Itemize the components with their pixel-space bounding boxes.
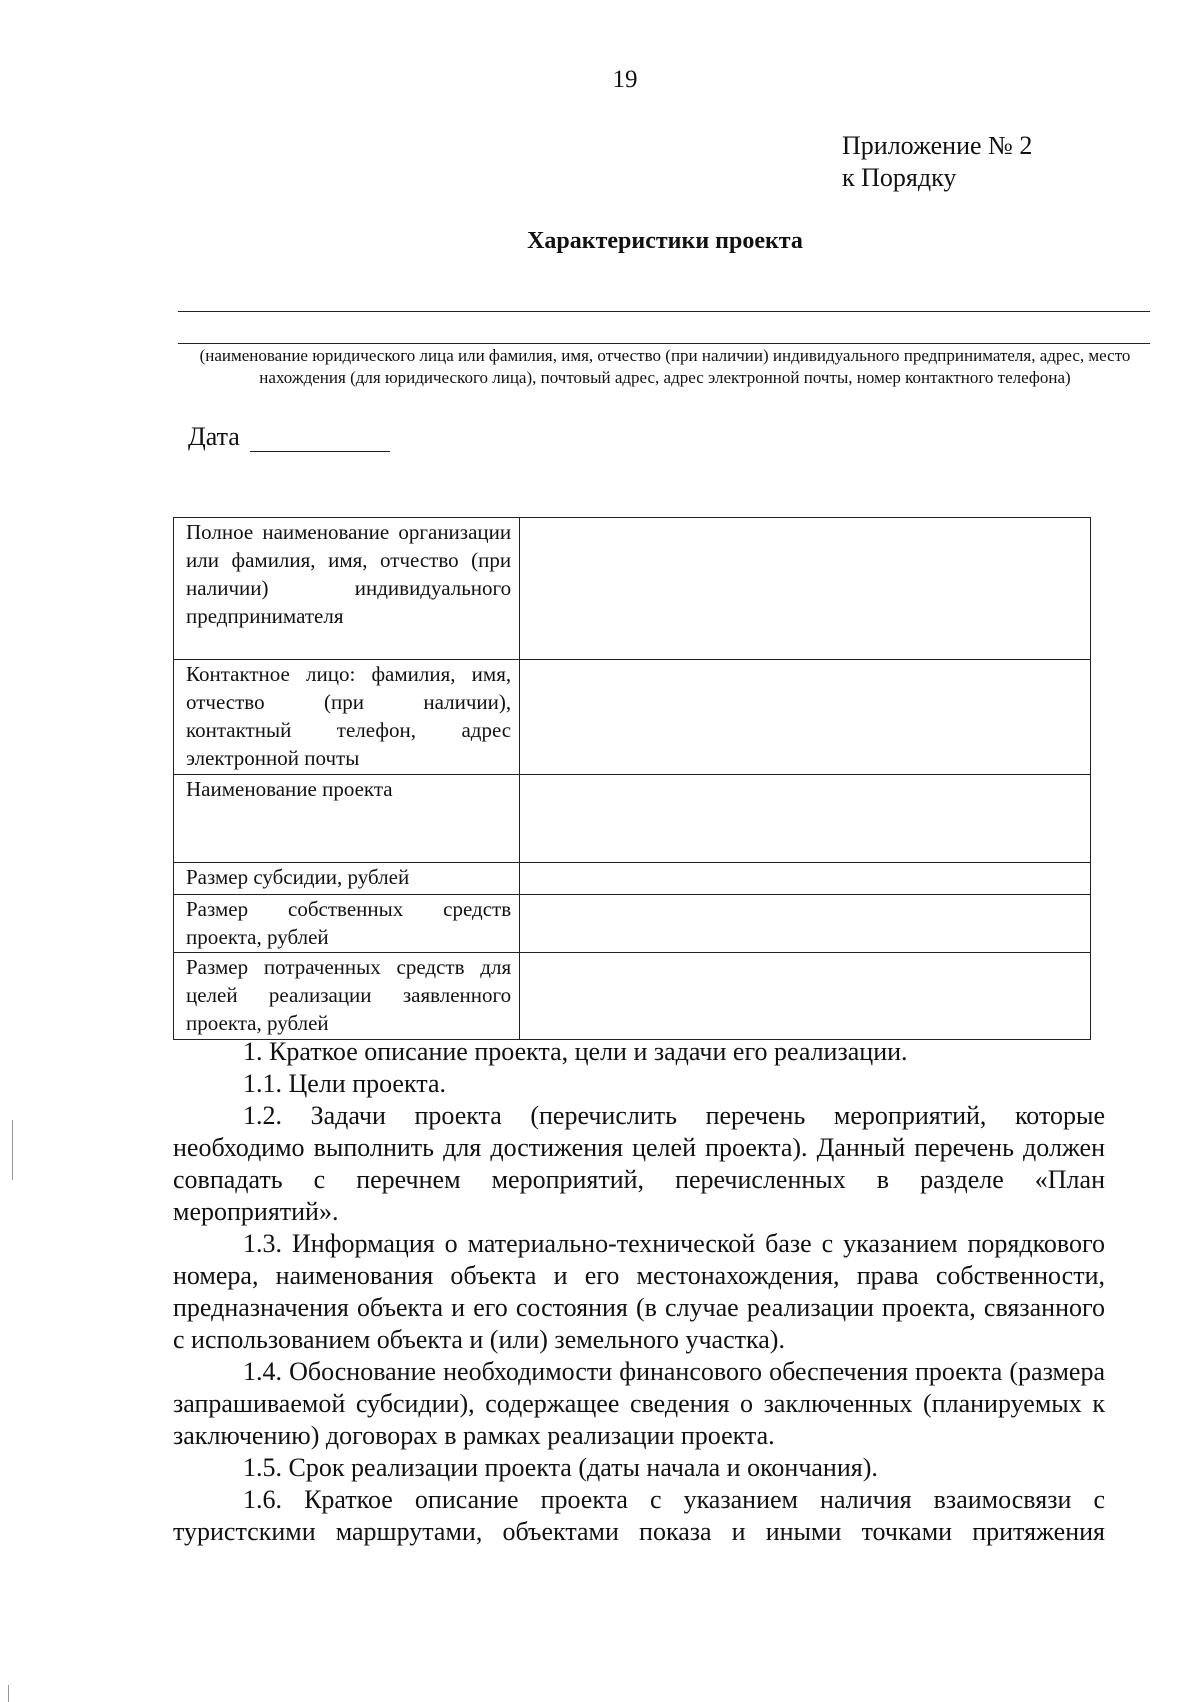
- document-title: Характеристики проекта: [527, 228, 803, 254]
- row-label: Размер субсидии, рублей: [174, 863, 520, 895]
- row-value: [520, 518, 1091, 660]
- date-field: [188, 422, 390, 452]
- row-label: Размер собственных средств проекта, рублей: [174, 895, 520, 953]
- fill-in-line-2: [178, 343, 1150, 344]
- paragraph: 1.6. Краткое описание проекта с указанием наличия взаимосвязи с туристскими маршрутами, объектами показа и иными точками притяжения: [173, 1485, 1105, 1546]
- row-label: Контактное лицо: фамилия, имя, отчество (при наличии), контактный телефон, адрес электронной почты: [174, 660, 520, 775]
- paragraph: 1.1. Цели проекта.: [243, 1069, 446, 1098]
- table-row: [174, 518, 1091, 660]
- row-value: [520, 863, 1091, 895]
- paragraph: 1.3. Информация о материально-технической базе с указанием порядкового номера, наименования объекта и его местонахождения, права собственности, предназначения объекта и его состояния (в случае реализации проекта, связанного с использованием объекта и (или) земельного участка).: [173, 1229, 1105, 1354]
- table-row: [174, 660, 1091, 775]
- table-row: [174, 775, 1091, 863]
- table-row: [174, 895, 1091, 953]
- row-label: Полное наименование организации или фамилия, имя, отчество (при наличии) индивидуального предпринимателя: [174, 518, 520, 660]
- appendix-line-1: Приложение № 2: [842, 131, 1033, 160]
- fill-in-caption: (наименование юридического лица или фамилия, имя, отчество (при наличии) индивидуального предпринимателя, адрес, место нахождения (для юридического лица), почтовый адрес, адрес электронной почты, номер контактного телефона): [199, 346, 1131, 387]
- table-row: [174, 863, 1091, 895]
- date-label: Дата: [188, 422, 240, 451]
- row-value: [520, 775, 1091, 863]
- page-number: 19: [612, 66, 638, 93]
- scan-margin-mark: [8, 1685, 9, 1702]
- row-value: [520, 895, 1091, 953]
- date-blank-line: [250, 425, 390, 452]
- appendix-reference: [842, 130, 1032, 194]
- fill-in-line-1: [178, 311, 1150, 312]
- paragraph: 1.4. Обоснование необходимости финансового обеспечения проекта (размера запрашиваемой субсидии), содержащее сведения о заключенных (планируемых к заключению) договорах в рамках реализации проекта.: [173, 1357, 1105, 1450]
- row-label: Размер потраченных средств для целей реализации заявленного проекта, рублей: [174, 953, 520, 1040]
- table-row: [174, 953, 1091, 1040]
- paragraph: 1. Краткое описание проекта, цели и задачи его реализации.: [243, 1037, 908, 1066]
- row-value: [520, 660, 1091, 775]
- paragraph: 1.2. Задачи проекта (перечислить перечень мероприятий, которые необходимо выполнить для достижения целей проекта). Данный перечень должен совпадать с перечнем мероприятий, перечисленных в разделе «План мероприятий».: [173, 1101, 1105, 1226]
- appendix-line-2: к Порядку: [842, 163, 957, 192]
- paragraph: 1.5. Срок реализации проекта (даты начала и окончания).: [243, 1453, 878, 1482]
- scan-margin-mark: [12, 1120, 13, 1180]
- project-info-table: [173, 517, 1091, 1040]
- row-value: [520, 953, 1091, 1040]
- body-text: [173, 1036, 1105, 1548]
- row-label: Наименование проекта: [174, 775, 520, 863]
